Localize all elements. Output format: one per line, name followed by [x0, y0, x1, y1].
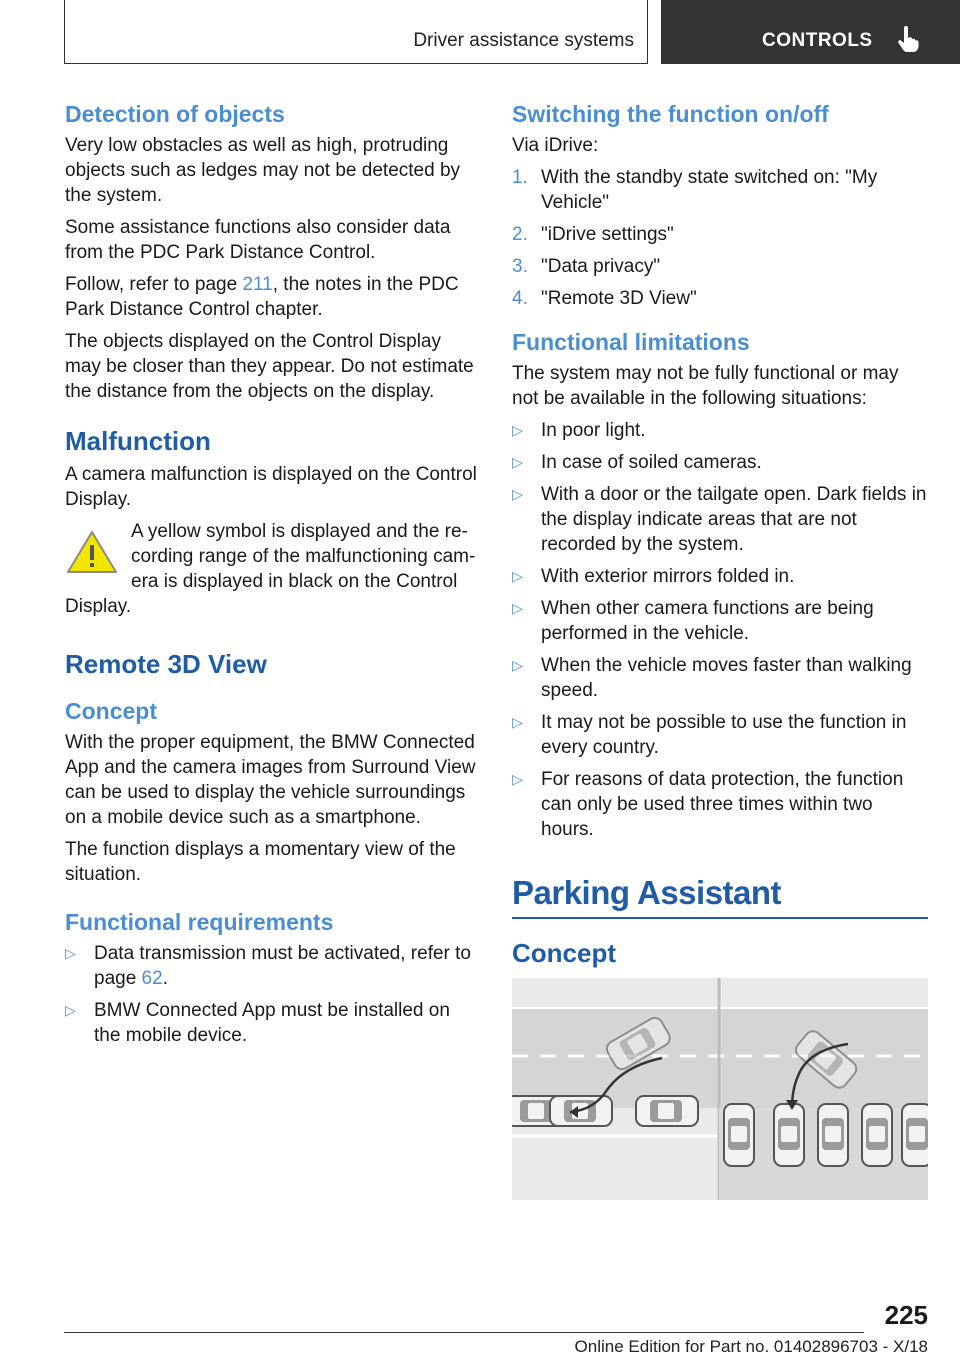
- list-item: [512, 564, 928, 589]
- bullet-marker: ▷: [512, 714, 523, 730]
- limitation-text: With exterior mirrors folded in.: [541, 566, 795, 587]
- list-item: [512, 653, 928, 703]
- malfunction-paragraph: A camera malfunction is displayed on the Control Display.: [65, 464, 477, 510]
- header-section-title: Driver assistance systems: [413, 30, 634, 51]
- parking-illustration: [512, 978, 928, 1200]
- warning-line-1: A yellow symbol is displayed and the re-: [131, 521, 468, 542]
- hand-pointer-icon: [896, 26, 920, 59]
- limitations-intro: The system may not be fully functional or may not be available in the following situations:: [512, 363, 899, 409]
- limitation-text: With a door or the tailgate open. Dark fields in the display indicate areas that are not recorded by the system.: [541, 484, 927, 555]
- step-text: "iDrive settings": [541, 224, 674, 245]
- bullet-marker: ▷: [512, 657, 523, 673]
- req-text: BMW Connected App must be installed on the mobile device.: [94, 1000, 450, 1046]
- limitation-text: When other camera functions are being performed in the vehicle.: [541, 598, 874, 644]
- detection-p3-text: Follow, refer to page: [65, 274, 243, 295]
- list-item: [512, 710, 928, 760]
- bullet-marker: ▷: [512, 454, 523, 470]
- requirements-list: [65, 941, 481, 1048]
- warning-triangle-icon: [65, 529, 119, 575]
- limitation-text: When the vehicle moves faster than walking speed.: [541, 655, 912, 701]
- bullet-marker: ▷: [512, 600, 523, 616]
- list-item: [512, 254, 928, 279]
- parking-assistant-heading: Parking Assistant: [512, 874, 782, 911]
- footer-edition: Online Edition for Part no. 01402896703 - X/18: [574, 1337, 928, 1356]
- warning-line-3: era is displayed in black on the Control: [131, 571, 458, 592]
- detection-paragraph-3: [65, 272, 481, 322]
- req-text: Data transmission must be activated, refer to page: [94, 943, 471, 989]
- step-number: 2.: [512, 224, 528, 245]
- warning-line-tail: Display.: [65, 596, 132, 617]
- header-chapter-box: [661, 0, 960, 64]
- switching-steps: [512, 165, 928, 311]
- req-text-end: .: [162, 968, 168, 989]
- limitations-list: [512, 418, 928, 842]
- warning-line-2: cording range of the malfunctioning cam-: [131, 546, 476, 567]
- bullet-marker: ▷: [65, 1002, 76, 1018]
- right-column: [512, 100, 928, 1205]
- limitation-text: For reasons of data protection, the function can only be used three times within two hours.: [541, 769, 904, 840]
- left-column: [65, 100, 481, 1055]
- page-number: 225: [884, 1300, 928, 1330]
- switching-intro: Via iDrive:: [512, 135, 599, 156]
- limitations-heading: Functional limitations: [512, 329, 750, 355]
- list-item: [512, 165, 928, 215]
- concept-paragraph-2: The function displays a momentary view of the situation.: [65, 839, 456, 885]
- detection-paragraph-1: Very low obstacles as well as high, protruding objects such as ledges may not be detected by the system.: [65, 135, 461, 206]
- detection-paragraph-4: The objects displayed on the Control Display may be closer than they appear. Do not estimate the distance from the objects on the display.: [65, 331, 474, 402]
- bullet-marker: ▷: [512, 422, 523, 438]
- remote-3d-view-heading: Remote 3D View: [65, 649, 267, 679]
- list-item: [512, 596, 928, 646]
- list-item: [512, 767, 928, 842]
- concept-paragraph-1: With the proper equipment, the BMW Connected App and the camera images from Surround View can be used to display the vehicle surroundings on a mobile device such as a smartphone.: [65, 732, 476, 828]
- step-number: 4.: [512, 288, 528, 309]
- step-number: 3.: [512, 256, 528, 277]
- list-item: [512, 222, 928, 247]
- concept-heading: Concept: [65, 698, 157, 724]
- footer-rule: [64, 1332, 864, 1333]
- list-item: [65, 941, 481, 991]
- detection-p3-text-end: , the notes in the PDC Park Distance Control chapter.: [65, 274, 459, 320]
- list-item: [512, 450, 928, 475]
- bullet-marker: ▷: [512, 486, 523, 502]
- header-section-box: [64, 0, 648, 64]
- step-number: 1.: [512, 167, 528, 188]
- parking-concept-heading: Concept: [512, 938, 616, 968]
- detection-paragraph-2: Some assistance functions also consider data from the PDC Park Distance Control.: [65, 217, 451, 263]
- page-link-62[interactable]: 62: [141, 968, 163, 989]
- list-item: [512, 418, 928, 443]
- list-item: [65, 998, 481, 1048]
- switching-heading: Switching the function on/off: [512, 101, 829, 127]
- parking-assistant-heading-wrap: [512, 871, 928, 919]
- requirements-heading: Functional requirements: [65, 909, 334, 935]
- page-link-211[interactable]: 211: [242, 274, 273, 295]
- step-text: "Remote 3D View": [541, 288, 697, 309]
- malfunction-warning: [65, 519, 481, 619]
- detection-heading: Detection of objects: [65, 101, 285, 127]
- list-item: [512, 482, 928, 557]
- step-text: With the standby state switched on: "My Vehicle": [541, 167, 878, 213]
- step-text: "Data privacy": [541, 256, 661, 277]
- bullet-marker: ▷: [512, 771, 523, 787]
- limitation-text: It may not be possible to use the function in every country.: [541, 712, 907, 758]
- limitation-text: In poor light.: [541, 420, 646, 441]
- limitation-text: In case of soiled cameras.: [541, 452, 762, 473]
- bullet-marker: ▷: [512, 568, 523, 584]
- header-chapter-title: CONTROLS: [762, 30, 873, 51]
- bullet-marker: ▷: [65, 945, 76, 961]
- malfunction-heading: Malfunction: [65, 426, 211, 456]
- list-item: [512, 286, 928, 311]
